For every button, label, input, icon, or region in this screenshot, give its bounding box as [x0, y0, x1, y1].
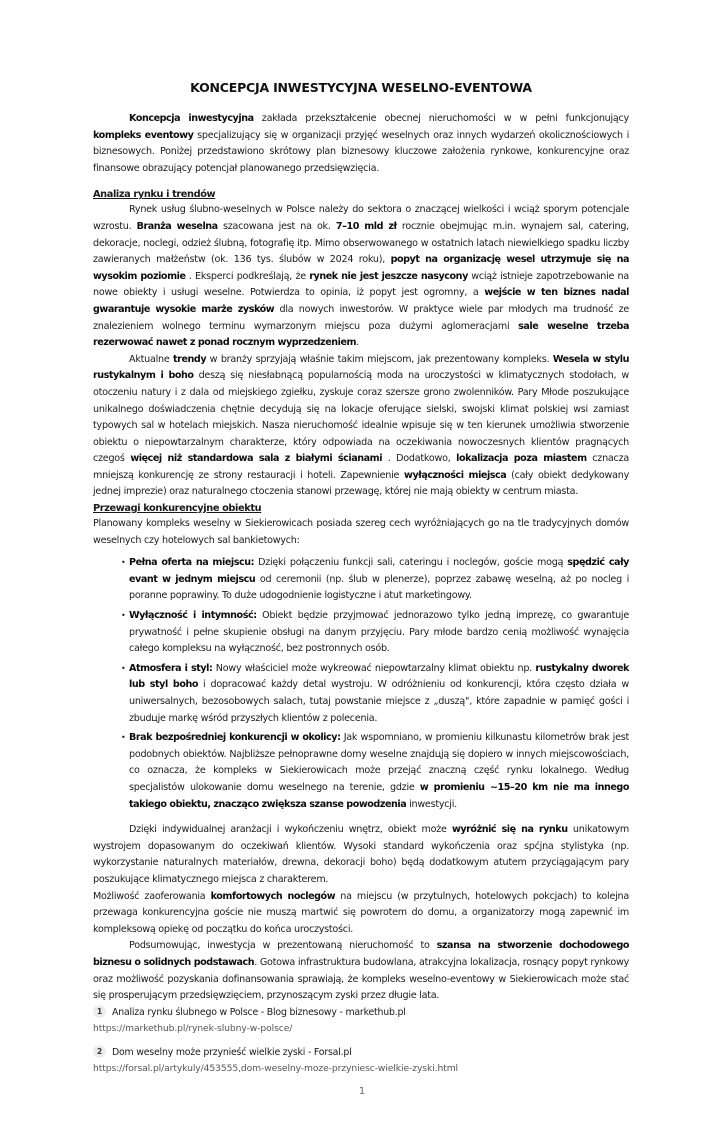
footnote-url[interactable]: https://markethub.pl/rynek-slubny-w-polsce/ — [93, 1022, 293, 1034]
bold-text: wyróżnić się na rynku — [451, 824, 568, 836]
bold-text: Pełna oferta na miejscu: — [129, 557, 254, 569]
body-text: Możliwość zaoferowania — [93, 890, 211, 902]
footnote-number: 2 — [93, 1045, 106, 1058]
bold-text: w promieniu ~15–20 km nie ma innego takiego obiektu, znacząco zwiększa szanse powodzenia — [129, 781, 629, 810]
body-text: deszą się niesłabnącą popularnością moda na uroczystości w klimatycznych stodołach, w otoczeniu natury i z dala od miejskiego zgiełku, zyskuje coraz szersze grono zwolenników. Pary Młode poszukujące unikalnego doświadczenia chętnie decydują się na lokacje oferujące sielski, swojski klimat polskiej wsi zamiast typowych sal w hotelach miejskich. Nasza nieruchomość idealnie wpisuje się w ten kierunek umożliwia stworzenie obiektu o niepowtarzalnym charakterze, który odpowiada na oczekiwania nowoczesnych klientów pragnących czegoś — [93, 370, 629, 465]
bold-text: Branża weselna — [136, 220, 218, 232]
footnote — [93, 1045, 629, 1076]
list-item — [129, 661, 629, 727]
list-item — [129, 730, 629, 813]
footnote-title[interactable]: Analiza rynku ślubnego w Polsce - Blog biznesowy - markethub.pl — [112, 1006, 406, 1018]
body-text: Obiekt będzie przyjmować jednorazowo tylko jedną imprezę, co gwarantuje prywatność i pełne skupienie obsługi na danym przyjęciu. Pary młode bardzo cenią możliwość wynajęcia całego kompleksu na wyłączność, bez postronnych osób. — [129, 610, 629, 655]
body-text: . Eksperci podkreślają, że — [185, 270, 310, 282]
bold-text: rynek nie jest jeszcze nasycony — [309, 270, 468, 282]
body-text: specjalizujący się w organizacji przyjęć weselnych oraz innych wydarzeń okolicznościowych i biznesowych. Poniżej przedstawiono skrótowy plan biznesowy kluczowe założenia rynkowe, konkurencyjne oraz finansowe obrazujący potencjał planowanego przedsięwzięcia. — [93, 129, 629, 174]
body-text: szacowana jest na ok. — [217, 220, 336, 232]
market-paragraph-2 — [93, 352, 629, 501]
bold-text: Wesela w stylu rustykalnym i boho — [93, 353, 629, 382]
bold-text: Koncepcja inwestycyjna — [129, 113, 254, 124]
list-item — [129, 555, 629, 605]
closing-paragraph-3 — [93, 938, 629, 1004]
body-text: Jak wspomniano, w promieniu kilkunastu kilometrów brak jest podobnych obiektów. Najbliższe pełnoprawne domy weselne znajdцją się dopiero w innych miejscowościach, co oznacza, że kompleks w Siekierowicach może przejąć znaczną część rynku lokalnego. Według specjalistów ulokowanie domu weselnego na terenie, gdzie — [129, 732, 629, 793]
intro-paragraph — [93, 111, 629, 177]
document-title: KONCEPCJA INWESTYCYJNA WESELNO-EVENTOWA — [190, 80, 532, 95]
bold-text: popyt na organizację wesel utrzymuje się na wysokim poziomie — [93, 254, 629, 282]
footnote — [93, 1005, 629, 1036]
bold-text: wejście w ten biznes nadal gwarantuje wysokie marże zysków — [93, 287, 629, 315]
body-text: . — [356, 337, 359, 349]
body-text: unikatowym wystrojem dopasowanym do oczekiwań klientów. Wysoki standard wykończenia oraz spćjna stylistyka (np. wykorzystanie naturalnych materiałów, drewna, dekoracji boho) będą dodatkowym atutem przyciągającym pary poszukujące klimatycznego miejsca z charakterem. — [93, 824, 630, 885]
bold-text: Atmosfera i styl: — [129, 662, 213, 674]
footnote-line — [93, 1005, 629, 1021]
bold-text: lokalizacja poza miastem — [456, 453, 587, 465]
body-text: (cały obiekt dedykowany jednej imprezie) oraz naturalnego ctoczenia stanowi przewagę, której nie mają obiekty w centrum miasta. — [93, 469, 630, 498]
footnote-url[interactable]: https://forsal.pl/artykuly/453555,dom-weselny-moze-przyniesc-wielkie-zyski.html — [93, 1062, 459, 1074]
body-text: od ceremonii (np. ślub w plenerze), poprzez zabawę weselną, aż po nocleg i poranne poprawiny. To duże udogodnienie logistyczne i atut marketingowy. — [129, 573, 629, 602]
body-text: . Dodatkowo, — [382, 453, 457, 465]
bold-text: spędzić cały evant w jednym miejscu — [129, 557, 629, 585]
body-text: Aktualne — [129, 353, 174, 365]
closing-paragraph-1 — [93, 822, 629, 888]
body-text: na miejscu (w przytulnych, hotelowych pokcjach) to kolejna przewaga konkurencyjna goście nie muszą martwić się powrotem do domu, a organizatorzy mogą zapewnić im kompleksową opiekę od początku do końca uroczystości. — [93, 890, 629, 935]
section-heading-advantages: Przewagi konkurencyjne obiektu — [93, 503, 262, 515]
footnote-title[interactable]: Dom weselny może przynieść wielkie zyski - Forsal.pl — [112, 1046, 352, 1058]
bold-text: 7–10 mld zł — [335, 220, 397, 232]
body-text: Dzięki połączeniu funkcji sali, cateringu i noclegów, goście mogą — [253, 557, 568, 569]
body-text: rocznie obejmując m.in. wynajem sal, catering, dekoracje, noclegi, odzież ślubną, fotografię itp. Mimo obserwowanego w ostatnich latach niewielkiego spadku liczby zawieranych małżeństw (ok. 136 tys. ślubów w 2024 roku), — [93, 220, 629, 266]
spacer — [93, 177, 629, 187]
body-text: Rynek usług ślubno-weselnych w Polsce należy do sektora o znaczącej wielkości i wciąż sporym potencjale wzrostu. — [93, 204, 629, 232]
body-text: dla nowych inwestorów. W praktyce wiele par młodych ma trudność ze znalezieniem wolnego terminu wymarzonym miejscu poza dużymi aglomeracjami — [93, 303, 630, 332]
section-heading-market: Analiza rynku i trendów — [93, 189, 216, 201]
body-text: Podsumowując, inwestycja w prezentowaną nieruchomość to — [129, 940, 437, 952]
body-text: inwestycji. — [406, 798, 457, 810]
footnotes — [93, 1005, 629, 1076]
bold-text: komfortowych noclegów — [210, 890, 336, 902]
advantages-intro: Planowany kompleks weselny w Siekierowicach posiada szereg cech wyróżniających go na tle tradycyjnych domów weselnych czy hotelowych sal bankietowych: — [93, 518, 629, 546]
bold-text: wyłączności miejsca — [404, 469, 507, 481]
body-text: cznacza mniejszą konkurencję ze strony restauracji i hoteli. Zapewnienie — [93, 453, 629, 481]
bold-text: Brak bezpośredniej konkurencji w okolicy: — [129, 732, 341, 744]
body-text: w branży sprzyjają właśnie takim miejscom, jak prezentowany kompleks. — [206, 353, 553, 365]
bold-text: szansa na stworzenie dochodowego biznesu o solidnych podstawach — [93, 940, 630, 968]
closing-paragraph-2 — [93, 889, 629, 939]
advantages-list — [93, 555, 629, 813]
body-text: . Gotowa infrastruktura budowlana, atrakcyjna lokalizacja, rosnący popyt rynkowy oraz możliwość pozyskania dofinansowania sprawiają, że kompleks weselno-eventowy w Siekierowicach może stać się prosperującym przedsięwzięciem, przynoszącym zyski przez długie lata. — [93, 956, 629, 1002]
bold-text: Wyłączność i intymność: — [129, 610, 257, 622]
bold-text: trendy — [173, 353, 207, 365]
body-text: Dzięki indywidualnej aranżacji i wykończeniu wnętrz, obiekt może — [129, 824, 452, 836]
footnote-number: 1 — [93, 1005, 106, 1018]
footnote-line — [93, 1045, 629, 1061]
market-paragraph-1 — [93, 202, 629, 351]
list-item — [129, 608, 629, 658]
body-text: wciąż istnieje zapotrzebowanie na nowe obiekty i usługi weselne. Potwierdza to opinia, iż popyt jest ogromny, a — [93, 270, 630, 299]
body-text: zakłada przekształcenie obecnej nieruchomości w w pełni funkcjonujący — [253, 113, 629, 124]
bold-text: rustykalny dworek lub styl boho — [129, 662, 629, 691]
body-text: Nowy właściciel może wykreować niepowtarzalny klimat obiektu np. — [212, 662, 536, 674]
bold-text: kompleks eventowy — [93, 129, 194, 141]
document-page — [93, 0, 629, 1076]
bold-text: sale weselne trzeba rezerwować nawet z ponad rocznym wyprzedzeniem — [93, 320, 629, 349]
bold-text: więcej niż standardowa sala z białymi ścianami — [130, 453, 383, 465]
body-text: i dopracować każdy detal wystroju. W odróżnieniu od konkurencji, która często działa w uniwersalnych, bezosobowych salach, tutaj powstanie miejsce z „duszą", które zapadnie w pamięć gości i zbudцje markę wśród przyszłych klientów z polecenia. — [129, 679, 629, 724]
page-number: 1 — [358, 1085, 366, 1097]
